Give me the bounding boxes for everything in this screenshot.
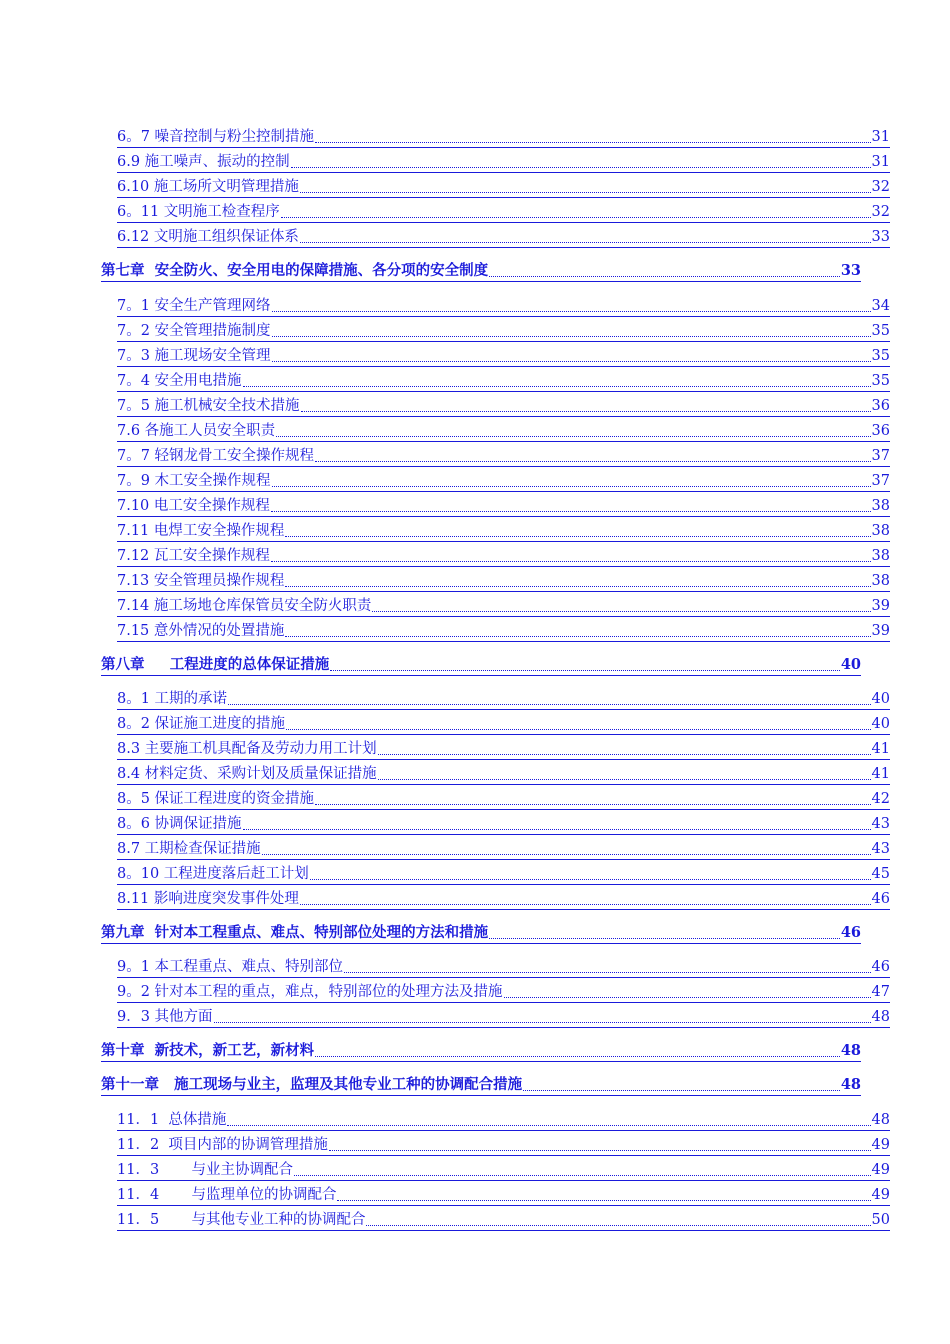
toc-page-number: 39	[871, 623, 890, 639]
toc-entry-title: 8。1 工期的承诺	[117, 691, 228, 707]
toc-entry-title: 7.12 瓦工安全操作规程	[117, 548, 270, 564]
dot-leader	[294, 1175, 871, 1176]
dot-leader	[329, 1150, 871, 1151]
dot-leader	[504, 997, 871, 998]
toc-section-link[interactable]	[117, 864, 890, 885]
toc-section-link[interactable]	[117, 396, 890, 417]
toc-page-number: 35	[871, 348, 890, 364]
dot-leader	[243, 829, 871, 830]
dot-leader	[243, 386, 871, 387]
toc-section-link[interactable]	[117, 789, 890, 810]
toc-entry-title: 第八章 工程进度的总体保证措施	[101, 656, 330, 673]
toc-page-number: 42	[871, 791, 890, 807]
toc-section-link[interactable]	[117, 227, 890, 248]
toc-section-link[interactable]	[117, 177, 890, 198]
dot-leader	[271, 561, 871, 562]
toc-page-number: 46	[871, 959, 890, 975]
dot-leader	[286, 729, 870, 730]
toc-section-link[interactable]	[117, 321, 890, 342]
dot-leader	[489, 276, 840, 277]
toc-page-number: 48	[840, 1076, 861, 1093]
toc-entry-title: 11．2 项目内部的协调管理措施	[117, 1137, 328, 1153]
dot-leader	[310, 879, 871, 880]
toc-section-link[interactable]	[117, 446, 890, 467]
dot-leader	[315, 1056, 840, 1057]
toc-page-number: 43	[871, 816, 890, 832]
toc-entry-title: 7.10 电工安全操作规程	[117, 498, 270, 514]
dot-leader	[300, 242, 871, 243]
toc-entry-title: 9。1 本工程重点、难点、特别部位	[117, 959, 344, 975]
toc-section-link[interactable]	[117, 346, 890, 367]
toc-page-number: 46	[871, 891, 890, 907]
toc-page-number: 41	[871, 766, 890, 782]
dot-leader	[315, 142, 870, 143]
dot-leader	[378, 754, 871, 755]
toc-page-number: 49	[871, 1187, 890, 1203]
toc-page-number: 50	[871, 1212, 890, 1228]
dot-leader	[301, 411, 871, 412]
toc-chapter-link[interactable]	[101, 655, 861, 676]
toc-entry-title: 第七章 安全防火、安全用电的保障措施、各分项的安全制度	[101, 262, 489, 279]
toc-entry-title: 9．3 其他方面	[117, 1009, 213, 1025]
dot-leader	[372, 611, 870, 612]
toc-entry-title: 8。10 工程进度落后赶工计划	[117, 866, 309, 882]
toc-entry-title: 8.7 工期检查保证措施	[117, 841, 261, 857]
dot-leader	[227, 1125, 870, 1126]
toc-page-number: 49	[871, 1162, 890, 1178]
toc-page-number: 38	[871, 523, 890, 539]
toc-page-number: 36	[871, 398, 890, 414]
toc-section-link[interactable]	[117, 521, 890, 542]
dot-leader	[300, 192, 871, 193]
dot-leader	[281, 217, 871, 218]
toc-entry-title: 8.4 材料定货、采购计划及质量保证措施	[117, 766, 377, 782]
dot-leader	[272, 311, 871, 312]
dot-leader	[276, 436, 870, 437]
toc-page-number: 46	[840, 924, 861, 941]
toc-page-number: 47	[871, 984, 890, 1000]
toc-section-link[interactable]	[117, 571, 890, 592]
dot-leader	[285, 536, 870, 537]
toc-entry-title: 11．1 总体措施	[117, 1112, 227, 1128]
toc-page-number: 33	[871, 229, 890, 245]
toc-page-number: 35	[871, 373, 890, 389]
toc-section-link[interactable]	[117, 496, 890, 517]
toc-entry-title: 7。7 轻钢龙骨工安全操作规程	[117, 448, 315, 464]
dot-leader	[330, 670, 840, 671]
toc-entry-title: 6.12 文明施工组织保证体系	[117, 229, 299, 245]
toc-entry-title: 9。2 针对本工程的重点，难点，特别部位的处理方法及措施	[117, 984, 503, 1000]
toc-chapter-link[interactable]	[101, 261, 861, 282]
toc-section-link[interactable]	[117, 1185, 890, 1206]
dot-leader	[228, 704, 870, 705]
toc-entry-title: 7。3 施工现场安全管理	[117, 348, 271, 364]
toc-entry-title: 8。2 保证施工进度的措施	[117, 716, 286, 732]
toc-section-link[interactable]	[117, 1135, 890, 1156]
toc-entry-title: 7。2 安全管理措施制度	[117, 323, 271, 339]
toc-page-number: 35	[871, 323, 890, 339]
toc-entry-title: 6.10 施工场所文明管理措施	[117, 179, 299, 195]
toc-page-number: 38	[871, 573, 890, 589]
toc-entry-title: 6.9 施工噪声、振动的控制	[117, 154, 290, 170]
toc-page-number: 40	[840, 656, 861, 673]
toc-page-number: 37	[871, 448, 890, 464]
dot-leader	[271, 511, 871, 512]
toc-page-number: 40	[871, 716, 890, 732]
toc-page-number: 48	[871, 1112, 890, 1128]
toc-page-number: 49	[871, 1137, 890, 1153]
toc-section-link[interactable]	[117, 421, 890, 442]
dot-leader	[344, 972, 870, 973]
toc-page-number: 37	[871, 473, 890, 489]
toc-entry-title: 7.11 电焊工安全操作规程	[117, 523, 285, 539]
toc-page-number: 36	[871, 423, 890, 439]
dot-leader	[523, 1090, 840, 1091]
toc-entry-title: 第十章 新技术，新工艺，新材料	[101, 1042, 315, 1059]
toc-entry-title: 6。7 噪音控制与粉尘控制措施	[117, 129, 315, 145]
toc-page-number: 38	[871, 498, 890, 514]
toc-entry-title: 6。11 文明施工检查程序	[117, 204, 280, 220]
toc-entry-title: 第九章 针对本工程重点、难点、特别部位处理的方法和措施	[101, 924, 489, 941]
toc-page-number: 48	[840, 1042, 861, 1059]
toc-entry-title: 7。9 木工安全操作规程	[117, 473, 271, 489]
dot-leader	[291, 167, 871, 168]
toc-page-number: 48	[871, 1009, 890, 1025]
toc-section-link[interactable]	[117, 889, 890, 910]
toc-section-link[interactable]	[117, 739, 890, 760]
toc-entry-title: 7.14 施工场地仓库保管员安全防火职责	[117, 598, 372, 614]
toc-section-link[interactable]	[117, 202, 890, 223]
dot-leader	[285, 586, 870, 587]
toc-entry-title: 11．5 与其他专业工种的协调配合	[117, 1212, 366, 1228]
toc-page-number: 40	[871, 691, 890, 707]
toc-page-number: 41	[871, 741, 890, 757]
toc-page-number: 34	[871, 298, 890, 314]
dot-leader	[262, 854, 871, 855]
toc-chapter-link[interactable]	[101, 923, 861, 944]
toc-entry-title: 7。4 安全用电措施	[117, 373, 242, 389]
toc-entry-title: 第十一章 施工现场与业主，监理及其他专业工种的协调配合措施	[101, 1076, 523, 1093]
toc-entry-title: 7.15 意外情况的处置措施	[117, 623, 285, 639]
toc-section-link[interactable]	[117, 689, 890, 710]
toc-entry-title: 8。6 协调保证措施	[117, 816, 242, 832]
dot-leader	[272, 486, 871, 487]
toc-page-number: 32	[871, 179, 890, 195]
toc-page-number: 43	[871, 841, 890, 857]
toc-section-link[interactable]	[117, 814, 890, 835]
toc-section-link[interactable]	[117, 621, 890, 642]
toc-entry-title: 7.6 各施工人员安全职责	[117, 423, 276, 439]
toc-section-link[interactable]	[117, 764, 890, 785]
toc-section-link[interactable]	[117, 982, 890, 1003]
toc-section-link[interactable]	[117, 1110, 890, 1131]
dot-leader	[285, 636, 870, 637]
toc-page-number: 33	[840, 262, 861, 279]
toc-entry-title: 7.13 安全管理员操作规程	[117, 573, 285, 589]
toc-page-number: 45	[871, 866, 890, 882]
toc-section-link[interactable]	[117, 596, 890, 617]
toc-section-link[interactable]	[117, 127, 890, 148]
toc-page-number: 32	[871, 204, 890, 220]
toc-page-number: 31	[871, 129, 890, 145]
toc-section-link[interactable]	[117, 839, 890, 860]
dot-leader	[214, 1022, 871, 1023]
toc-entry-title: 11．4 与监理单位的协调配合	[117, 1187, 337, 1203]
toc-section-link[interactable]	[117, 1007, 890, 1028]
dot-leader	[272, 336, 871, 337]
dot-leader	[489, 938, 840, 939]
dot-leader	[272, 361, 871, 362]
toc-entry-title: 8.11 影响进度突发事件处理	[117, 891, 299, 907]
toc-page-number: 39	[871, 598, 890, 614]
toc-page-number: 38	[871, 548, 890, 564]
dot-leader	[300, 904, 871, 905]
toc-chapter-link[interactable]	[101, 1075, 861, 1096]
dot-leader	[366, 1225, 870, 1226]
toc-section-link[interactable]	[117, 371, 890, 392]
toc-entry-title: 7。5 施工机械安全技术措施	[117, 398, 300, 414]
toc-chapter-link[interactable]	[101, 1041, 861, 1062]
toc-entry-title: 11．3 与业主协调配合	[117, 1162, 293, 1178]
dot-leader	[378, 779, 871, 780]
toc-section-link[interactable]	[117, 1160, 890, 1181]
toc-section-link[interactable]	[117, 296, 890, 317]
dot-leader	[337, 1200, 870, 1201]
toc-section-link[interactable]	[117, 957, 890, 978]
toc-section-link[interactable]	[117, 1210, 890, 1231]
toc-section-link[interactable]	[117, 714, 890, 735]
toc-section-link[interactable]	[117, 471, 890, 492]
toc-entry-title: 8.3 主要施工机具配备及劳动力用工计划	[117, 741, 377, 757]
dot-leader	[315, 804, 870, 805]
toc-section-link[interactable]	[117, 152, 890, 173]
toc-entry-title: 8。5 保证工程进度的资金措施	[117, 791, 315, 807]
toc-section-link[interactable]	[117, 546, 890, 567]
dot-leader	[315, 461, 870, 462]
toc-entry-title: 7。1 安全生产管理网络	[117, 298, 271, 314]
toc-page-number: 31	[871, 154, 890, 170]
